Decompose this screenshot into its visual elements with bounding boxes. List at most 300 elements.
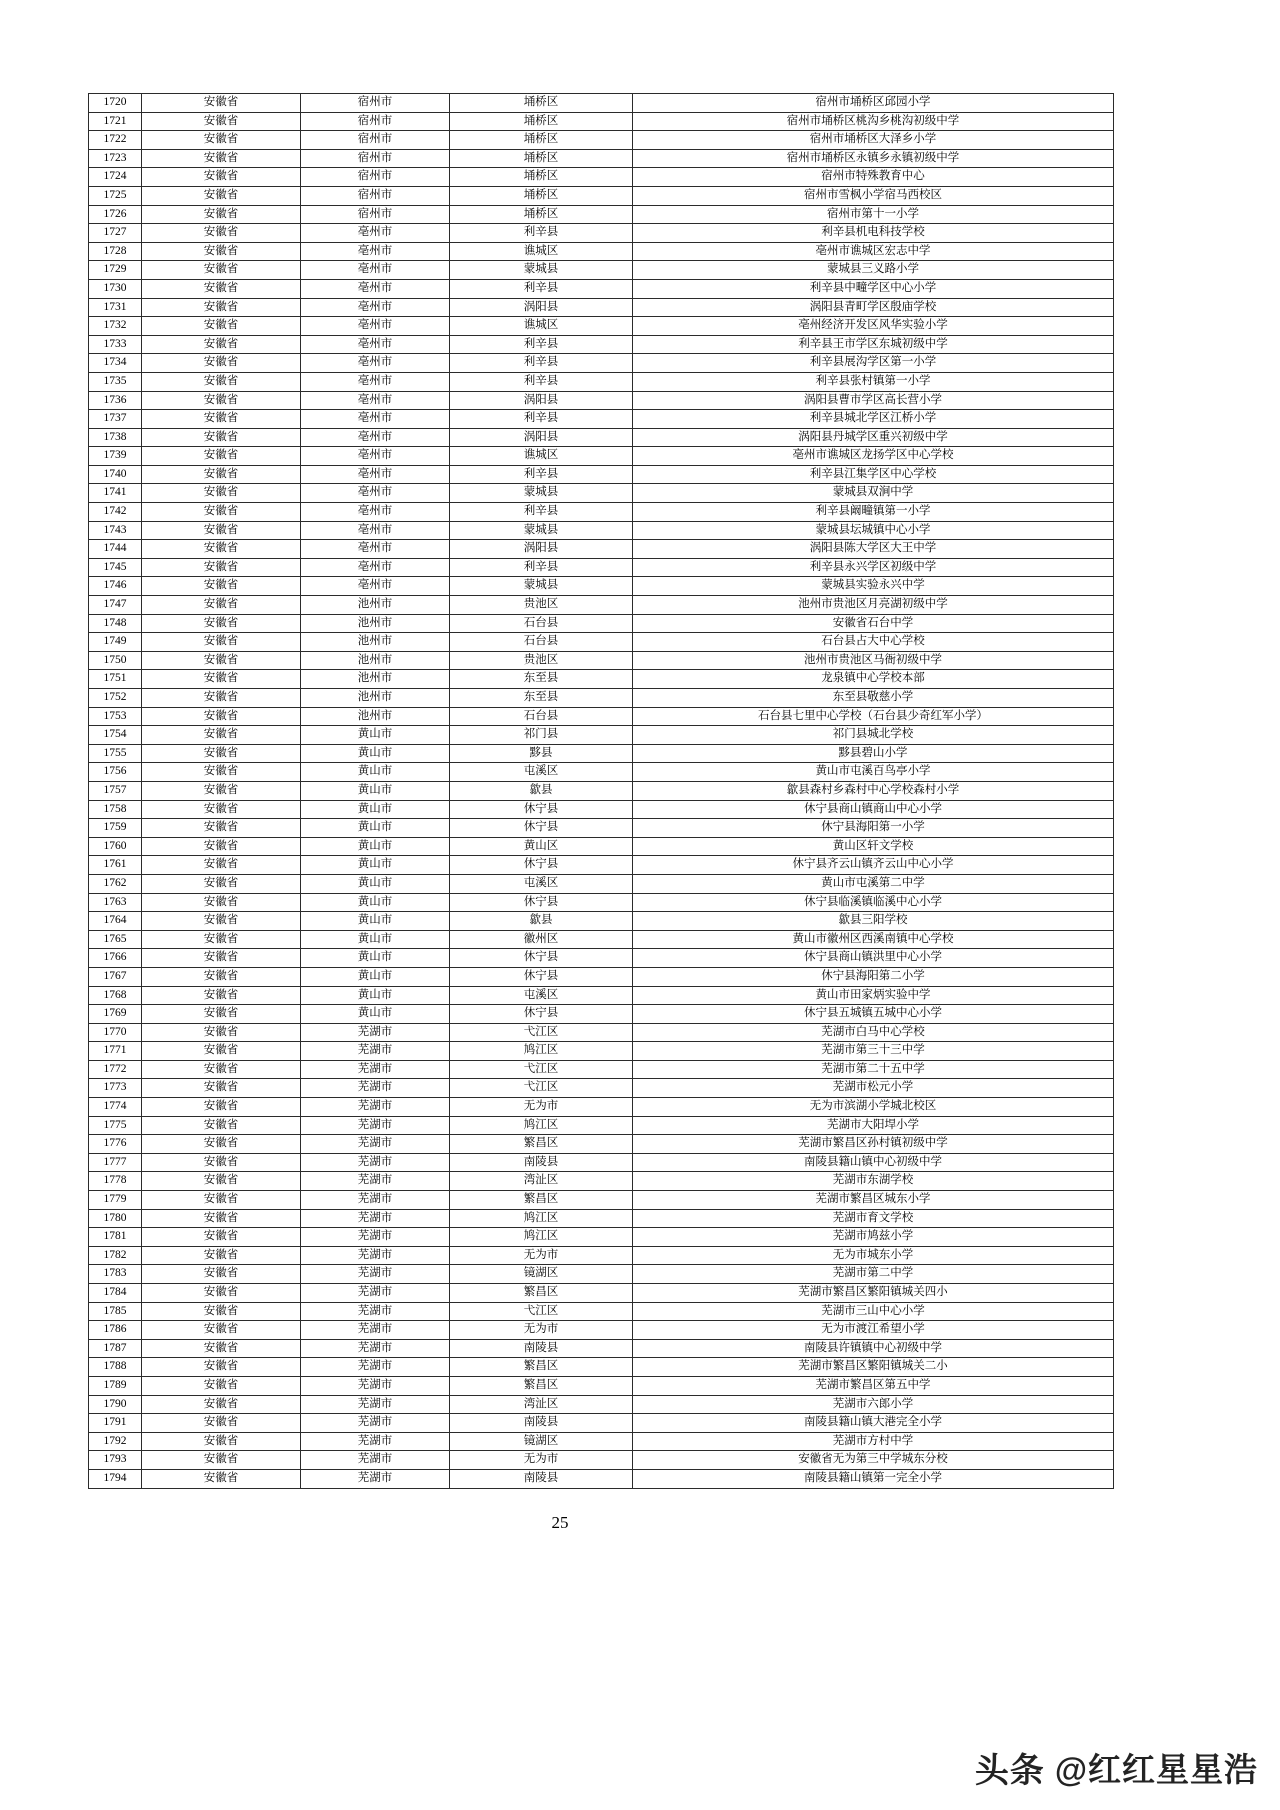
cell-city: 黄山市: [301, 800, 450, 819]
cell-row-index: 1782: [89, 1246, 142, 1265]
cell-district: 南陵县: [450, 1469, 633, 1488]
cell-district: 利辛县: [450, 410, 633, 429]
cell-school-name: 芜湖市繁昌区繁阳镇城关四小: [633, 1284, 1114, 1303]
cell-province: 安徽省: [142, 205, 301, 224]
cell-city: 亳州市: [301, 540, 450, 559]
cell-city: 亳州市: [301, 521, 450, 540]
table-row: [89, 503, 1114, 522]
cell-city: 芜湖市: [301, 1451, 450, 1470]
cell-school-name: 宿州市埇桥区邱园小学: [633, 94, 1114, 113]
cell-school-name: 宿州市埇桥区大泽乡小学: [633, 131, 1114, 150]
cell-school-name: 蒙城县双涧中学: [633, 484, 1114, 503]
cell-row-index: 1781: [89, 1228, 142, 1247]
cell-province: 安徽省: [142, 949, 301, 968]
cell-district: 蒙城县: [450, 521, 633, 540]
cell-province: 安徽省: [142, 763, 301, 782]
table-row: [89, 986, 1114, 1005]
cell-province: 安徽省: [142, 521, 301, 540]
cell-school-name: 芜湖市方村中学: [633, 1432, 1114, 1451]
cell-city: 黄山市: [301, 930, 450, 949]
cell-city: 芜湖市: [301, 1153, 450, 1172]
cell-province: 安徽省: [142, 447, 301, 466]
table-row: [89, 1023, 1114, 1042]
cell-row-index: 1783: [89, 1265, 142, 1284]
cell-city: 芜湖市: [301, 1098, 450, 1117]
cell-school-name: 芜湖市繁昌区城东小学: [633, 1191, 1114, 1210]
cell-district: 涡阳县: [450, 298, 633, 317]
cell-row-index: 1767: [89, 967, 142, 986]
cell-district: 湾沚区: [450, 1172, 633, 1191]
cell-city: 宿州市: [301, 112, 450, 131]
cell-district: 利辛县: [450, 279, 633, 298]
cell-row-index: 1747: [89, 596, 142, 615]
cell-city: 芜湖市: [301, 1284, 450, 1303]
cell-school-name: 无为市城东小学: [633, 1246, 1114, 1265]
cell-district: 无为市: [450, 1246, 633, 1265]
cell-school-name: 芜湖市繁昌区孙村镇初级中学: [633, 1135, 1114, 1154]
table-row: [89, 837, 1114, 856]
cell-row-index: 1786: [89, 1321, 142, 1340]
table-row: [89, 689, 1114, 708]
cell-district: 涡阳县: [450, 540, 633, 559]
cell-district: 鸠江区: [450, 1228, 633, 1247]
cell-city: 黄山市: [301, 874, 450, 893]
cell-district: 繁昌区: [450, 1191, 633, 1210]
cell-row-index: 1736: [89, 391, 142, 410]
cell-city: 亳州市: [301, 224, 450, 243]
cell-city: 黄山市: [301, 781, 450, 800]
cell-city: 池州市: [301, 707, 450, 726]
cell-city: 芜湖市: [301, 1135, 450, 1154]
cell-district: 南陵县: [450, 1339, 633, 1358]
cell-row-index: 1744: [89, 540, 142, 559]
cell-province: 安徽省: [142, 577, 301, 596]
cell-city: 亳州市: [301, 558, 450, 577]
cell-province: 安徽省: [142, 1172, 301, 1191]
cell-row-index: 1792: [89, 1432, 142, 1451]
cell-city: 芜湖市: [301, 1432, 450, 1451]
cell-city: 芜湖市: [301, 1042, 450, 1061]
table-row: [89, 577, 1114, 596]
cell-row-index: 1732: [89, 317, 142, 336]
cell-province: 安徽省: [142, 856, 301, 875]
cell-city: 池州市: [301, 651, 450, 670]
cell-city: 芜湖市: [301, 1228, 450, 1247]
cell-row-index: 1759: [89, 819, 142, 838]
cell-row-index: 1726: [89, 205, 142, 224]
cell-province: 安徽省: [142, 596, 301, 615]
cell-district: 蒙城县: [450, 577, 633, 596]
cell-school-name: 休宁县临溪镇临溪中心小学: [633, 893, 1114, 912]
cell-row-index: 1754: [89, 726, 142, 745]
table-row: [89, 131, 1114, 150]
cell-school-name: 池州市贵池区月亮湖初级中学: [633, 596, 1114, 615]
cell-city: 宿州市: [301, 168, 450, 187]
cell-row-index: 1758: [89, 800, 142, 819]
cell-city: 亳州市: [301, 447, 450, 466]
cell-district: 弋江区: [450, 1079, 633, 1098]
cell-row-index: 1774: [89, 1098, 142, 1117]
cell-district: 繁昌区: [450, 1284, 633, 1303]
cell-province: 安徽省: [142, 186, 301, 205]
table-row: [89, 354, 1114, 373]
cell-school-name: 芜湖市第三十三中学: [633, 1042, 1114, 1061]
cell-district: 涡阳县: [450, 391, 633, 410]
cell-province: 安徽省: [142, 503, 301, 522]
cell-school-name: 利辛县阚疃镇第一小学: [633, 503, 1114, 522]
table-row: [89, 1302, 1114, 1321]
cell-province: 安徽省: [142, 874, 301, 893]
cell-district: 无为市: [450, 1451, 633, 1470]
cell-city: 芜湖市: [301, 1191, 450, 1210]
cell-province: 安徽省: [142, 261, 301, 280]
cell-city: 芜湖市: [301, 1395, 450, 1414]
table-row: [89, 800, 1114, 819]
cell-row-index: 1739: [89, 447, 142, 466]
cell-province: 安徽省: [142, 633, 301, 652]
cell-district: 埇桥区: [450, 168, 633, 187]
cell-province: 安徽省: [142, 1469, 301, 1488]
cell-school-name: 蒙城县坛城镇中心小学: [633, 521, 1114, 540]
cell-district: 埇桥区: [450, 186, 633, 205]
cell-district: 黄山区: [450, 837, 633, 856]
cell-province: 安徽省: [142, 354, 301, 373]
cell-row-index: 1749: [89, 633, 142, 652]
cell-province: 安徽省: [142, 651, 301, 670]
cell-province: 安徽省: [142, 1395, 301, 1414]
cell-province: 安徽省: [142, 1079, 301, 1098]
cell-row-index: 1772: [89, 1060, 142, 1079]
cell-school-name: 休宁县五城镇五城中心小学: [633, 1005, 1114, 1024]
table-body: [89, 94, 1114, 1489]
cell-row-index: 1750: [89, 651, 142, 670]
cell-row-index: 1776: [89, 1135, 142, 1154]
table-row: [89, 856, 1114, 875]
cell-district: 休宁县: [450, 967, 633, 986]
table-row: [89, 1265, 1114, 1284]
cell-city: 池州市: [301, 633, 450, 652]
cell-province: 安徽省: [142, 930, 301, 949]
cell-district: 东至县: [450, 670, 633, 689]
cell-province: 安徽省: [142, 112, 301, 131]
cell-row-index: 1777: [89, 1153, 142, 1172]
table-row: [89, 1228, 1114, 1247]
cell-school-name: 芜湖市育文学校: [633, 1209, 1114, 1228]
cell-province: 安徽省: [142, 1339, 301, 1358]
cell-city: 黄山市: [301, 949, 450, 968]
cell-province: 安徽省: [142, 484, 301, 503]
cell-city: 黄山市: [301, 893, 450, 912]
cell-school-name: 南陵县许镇镇中心初级中学: [633, 1339, 1114, 1358]
cell-city: 宿州市: [301, 205, 450, 224]
cell-district: 利辛县: [450, 465, 633, 484]
cell-row-index: 1788: [89, 1358, 142, 1377]
cell-row-index: 1751: [89, 670, 142, 689]
cell-province: 安徽省: [142, 893, 301, 912]
watermark-handle: @红红星星浩: [1054, 1751, 1258, 1788]
cell-province: 安徽省: [142, 131, 301, 150]
cell-row-index: 1753: [89, 707, 142, 726]
cell-row-index: 1773: [89, 1079, 142, 1098]
cell-school-name: 利辛县城北学区江桥小学: [633, 410, 1114, 429]
cell-row-index: 1741: [89, 484, 142, 503]
cell-school-name: 休宁县商山镇商山中心小学: [633, 800, 1114, 819]
table-row: [89, 670, 1114, 689]
table-row: [89, 335, 1114, 354]
cell-city: 亳州市: [301, 465, 450, 484]
cell-school-name: 歙县森村乡森村中心学校森村小学: [633, 781, 1114, 800]
cell-school-name: 芜湖市东湖学校: [633, 1172, 1114, 1191]
cell-school-name: 利辛县中疃学区中心小学: [633, 279, 1114, 298]
cell-city: 池州市: [301, 596, 450, 615]
cell-district: 湾沚区: [450, 1395, 633, 1414]
cell-school-name: 南陵县籍山镇第一完全小学: [633, 1469, 1114, 1488]
table-row: [89, 1246, 1114, 1265]
cell-row-index: 1784: [89, 1284, 142, 1303]
cell-school-name: 利辛县王市学区东城初级中学: [633, 335, 1114, 354]
cell-province: 安徽省: [142, 800, 301, 819]
cell-province: 安徽省: [142, 707, 301, 726]
cell-row-index: 1731: [89, 298, 142, 317]
table-row: [89, 1284, 1114, 1303]
cell-province: 安徽省: [142, 317, 301, 336]
cell-school-name: 涡阳县曹市学区高长营小学: [633, 391, 1114, 410]
cell-district: 鸠江区: [450, 1209, 633, 1228]
cell-district: 利辛县: [450, 354, 633, 373]
table-row: [89, 205, 1114, 224]
cell-province: 安徽省: [142, 558, 301, 577]
table-row: [89, 428, 1114, 447]
cell-row-index: 1762: [89, 874, 142, 893]
table-row: [89, 1321, 1114, 1340]
cell-district: 祁门县: [450, 726, 633, 745]
cell-district: 利辛县: [450, 372, 633, 391]
cell-row-index: 1722: [89, 131, 142, 150]
cell-school-name: 芜湖市繁昌区繁阳镇城关二小: [633, 1358, 1114, 1377]
cell-city: 芜湖市: [301, 1265, 450, 1284]
cell-province: 安徽省: [142, 149, 301, 168]
cell-city: 宿州市: [301, 131, 450, 150]
cell-city: 亳州市: [301, 428, 450, 447]
cell-district: 贵池区: [450, 596, 633, 615]
cell-city: 亳州市: [301, 317, 450, 336]
cell-district: 弋江区: [450, 1302, 633, 1321]
table-row: [89, 168, 1114, 187]
cell-province: 安徽省: [142, 410, 301, 429]
cell-school-name: 休宁县齐云山镇齐云山中心小学: [633, 856, 1114, 875]
cell-district: 繁昌区: [450, 1358, 633, 1377]
cell-school-name: 涡阳县青町学区殷庙学校: [633, 298, 1114, 317]
cell-district: 石台县: [450, 707, 633, 726]
cell-province: 安徽省: [142, 1116, 301, 1135]
cell-province: 安徽省: [142, 224, 301, 243]
cell-row-index: 1752: [89, 689, 142, 708]
cell-province: 安徽省: [142, 1153, 301, 1172]
cell-province: 安徽省: [142, 1209, 301, 1228]
cell-row-index: 1769: [89, 1005, 142, 1024]
cell-row-index: 1771: [89, 1042, 142, 1061]
table-row: [89, 707, 1114, 726]
table-row: [89, 1153, 1114, 1172]
cell-city: 宿州市: [301, 186, 450, 205]
cell-school-name: 祁门县城北学校: [633, 726, 1114, 745]
cell-province: 安徽省: [142, 1302, 301, 1321]
cell-school-name: 黟县碧山小学: [633, 744, 1114, 763]
cell-school-name: 利辛县机电科技学校: [633, 224, 1114, 243]
table-row: [89, 1042, 1114, 1061]
cell-district: 屯溪区: [450, 986, 633, 1005]
cell-row-index: 1793: [89, 1451, 142, 1470]
table-row: [89, 279, 1114, 298]
cell-city: 黄山市: [301, 763, 450, 782]
cell-province: 安徽省: [142, 1414, 301, 1433]
table-row: [89, 1172, 1114, 1191]
cell-city: 黄山市: [301, 967, 450, 986]
cell-row-index: 1730: [89, 279, 142, 298]
cell-school-name: 黄山市屯溪第二中学: [633, 874, 1114, 893]
cell-city: 芜湖市: [301, 1246, 450, 1265]
watermark: [975, 1743, 1258, 1792]
cell-city: 池州市: [301, 689, 450, 708]
cell-province: 安徽省: [142, 689, 301, 708]
cell-city: 芜湖市: [301, 1414, 450, 1433]
cell-row-index: 1735: [89, 372, 142, 391]
cell-province: 安徽省: [142, 94, 301, 113]
school-list-table: [88, 93, 1114, 1489]
cell-province: 安徽省: [142, 465, 301, 484]
table-row: [89, 447, 1114, 466]
table-row: [89, 763, 1114, 782]
cell-row-index: 1720: [89, 94, 142, 113]
table-row: [89, 1469, 1114, 1488]
table-row: [89, 930, 1114, 949]
cell-district: 谯城区: [450, 317, 633, 336]
cell-city: 亳州市: [301, 242, 450, 261]
cell-row-index: 1790: [89, 1395, 142, 1414]
cell-school-name: 黄山区轩文学校: [633, 837, 1114, 856]
cell-district: 蒙城县: [450, 261, 633, 280]
cell-school-name: 宿州市第十一小学: [633, 205, 1114, 224]
table-row: [89, 242, 1114, 261]
cell-province: 安徽省: [142, 1228, 301, 1247]
cell-province: 安徽省: [142, 1005, 301, 1024]
cell-city: 亳州市: [301, 335, 450, 354]
cell-district: 繁昌区: [450, 1376, 633, 1395]
table-row: [89, 893, 1114, 912]
cell-district: 利辛县: [450, 558, 633, 577]
cell-district: 歙县: [450, 781, 633, 800]
school-list-table-container: [88, 93, 1108, 1489]
cell-row-index: 1723: [89, 149, 142, 168]
cell-row-index: 1775: [89, 1116, 142, 1135]
cell-school-name: 无为市滨湖小学城北校区: [633, 1098, 1114, 1117]
cell-city: 亳州市: [301, 503, 450, 522]
cell-school-name: 芜湖市白马中心学校: [633, 1023, 1114, 1042]
cell-city: 芜湖市: [301, 1321, 450, 1340]
cell-city: 黄山市: [301, 726, 450, 745]
table-row: [89, 1079, 1114, 1098]
table-row: [89, 149, 1114, 168]
table-row: [89, 1414, 1114, 1433]
table-row: [89, 484, 1114, 503]
cell-district: 利辛县: [450, 335, 633, 354]
cell-school-name: 涡阳县陈大学区大王中学: [633, 540, 1114, 559]
cell-school-name: 无为市渡江希望小学: [633, 1321, 1114, 1340]
cell-district: 休宁县: [450, 949, 633, 968]
table-row: [89, 112, 1114, 131]
table-row: [89, 372, 1114, 391]
cell-school-name: 芜湖市鸠兹小学: [633, 1228, 1114, 1247]
cell-city: 芜湖市: [301, 1469, 450, 1488]
cell-district: 埇桥区: [450, 205, 633, 224]
cell-city: 黄山市: [301, 744, 450, 763]
table-row: [89, 558, 1114, 577]
cell-district: 弋江区: [450, 1023, 633, 1042]
cell-school-name: 亳州市谯城区宏志中学: [633, 242, 1114, 261]
cell-row-index: 1794: [89, 1469, 142, 1488]
cell-school-name: 安徽省无为第三中学城东分校: [633, 1451, 1114, 1470]
cell-district: 镜湖区: [450, 1265, 633, 1284]
cell-city: 芜湖市: [301, 1023, 450, 1042]
cell-row-index: 1791: [89, 1414, 142, 1433]
cell-province: 安徽省: [142, 298, 301, 317]
cell-city: 亳州市: [301, 261, 450, 280]
cell-city: 芜湖市: [301, 1339, 450, 1358]
cell-province: 安徽省: [142, 1246, 301, 1265]
cell-school-name: 芜湖市松元小学: [633, 1079, 1114, 1098]
table-row: [89, 596, 1114, 615]
table-row: [89, 261, 1114, 280]
cell-province: 安徽省: [142, 1284, 301, 1303]
cell-province: 安徽省: [142, 1321, 301, 1340]
cell-district: 埇桥区: [450, 112, 633, 131]
table-row: [89, 1191, 1114, 1210]
cell-city: 芜湖市: [301, 1060, 450, 1079]
cell-city: 池州市: [301, 614, 450, 633]
cell-row-index: 1757: [89, 781, 142, 800]
table-row: [89, 1116, 1114, 1135]
cell-school-name: 休宁县商山镇洪里中心小学: [633, 949, 1114, 968]
cell-city: 芜湖市: [301, 1209, 450, 1228]
table-row: [89, 317, 1114, 336]
cell-province: 安徽省: [142, 1376, 301, 1395]
table-row: [89, 1098, 1114, 1117]
cell-district: 休宁县: [450, 1005, 633, 1024]
table-row: [89, 949, 1114, 968]
table-row: [89, 1432, 1114, 1451]
cell-school-name: 蒙城县三义路小学: [633, 261, 1114, 280]
table-row: [89, 781, 1114, 800]
cell-city: 芜湖市: [301, 1116, 450, 1135]
cell-district: 鸠江区: [450, 1042, 633, 1061]
cell-province: 安徽省: [142, 912, 301, 931]
table-row: [89, 819, 1114, 838]
cell-row-index: 1742: [89, 503, 142, 522]
cell-district: 埇桥区: [450, 131, 633, 150]
cell-district: 徽州区: [450, 930, 633, 949]
cell-row-index: 1770: [89, 1023, 142, 1042]
table-row: [89, 912, 1114, 931]
cell-school-name: 黄山市徽州区西溪南镇中心学校: [633, 930, 1114, 949]
cell-row-index: 1738: [89, 428, 142, 447]
cell-row-index: 1787: [89, 1339, 142, 1358]
cell-district: 蒙城县: [450, 484, 633, 503]
cell-province: 安徽省: [142, 1451, 301, 1470]
cell-district: 南陵县: [450, 1414, 633, 1433]
cell-city: 亳州市: [301, 484, 450, 503]
table-row: [89, 744, 1114, 763]
cell-province: 安徽省: [142, 372, 301, 391]
